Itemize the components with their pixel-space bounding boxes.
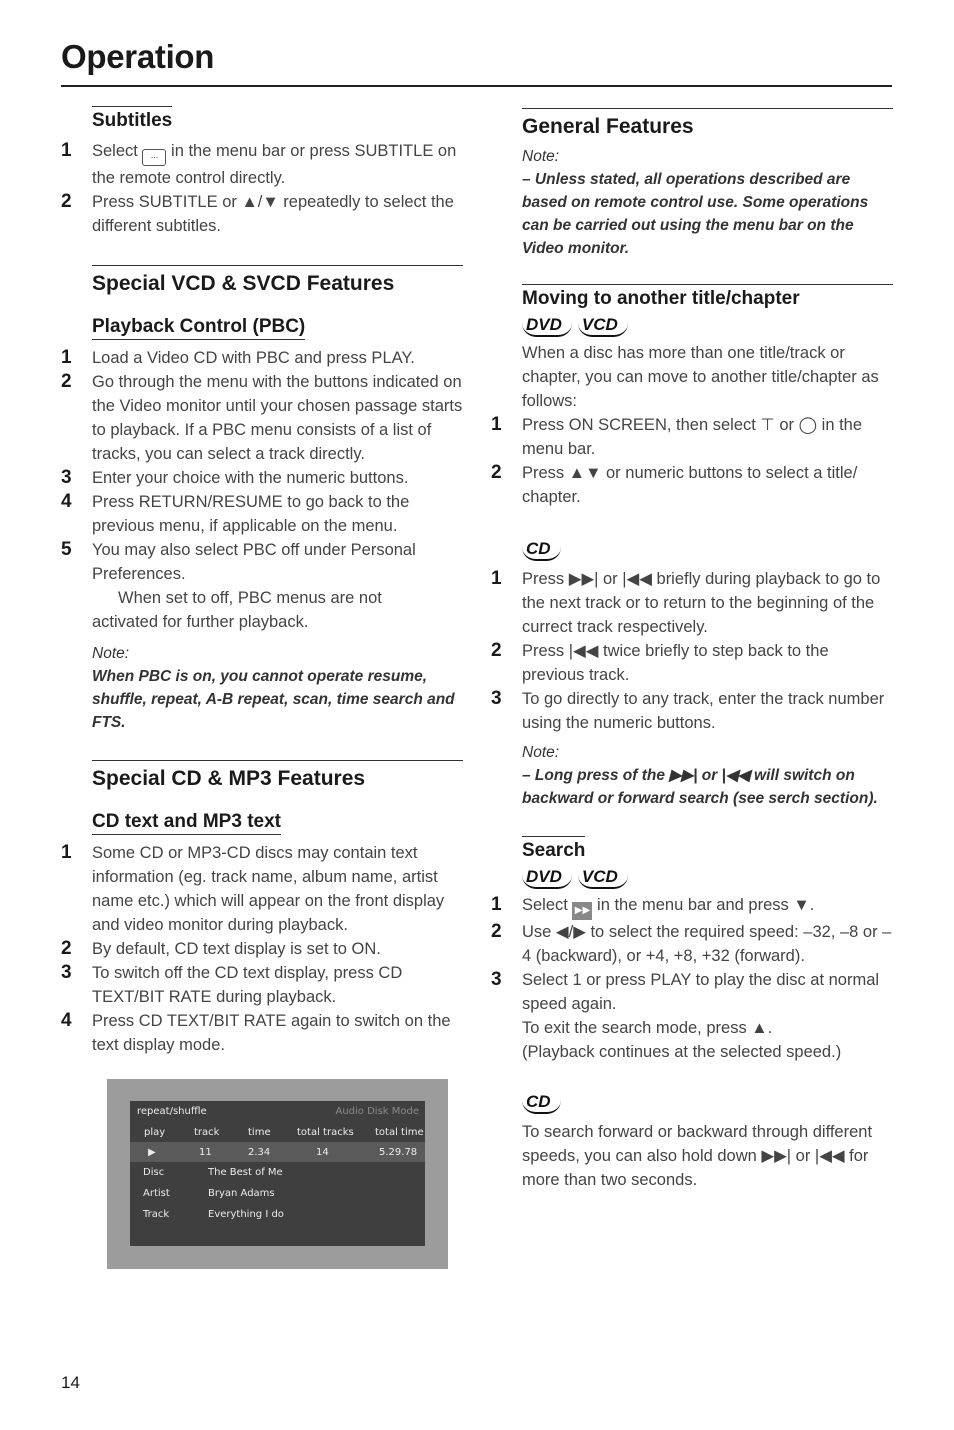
moving-cd-step-1 <box>491 567 893 639</box>
step-text: in the menu bar or press SUBTITLE on the remote control directly. <box>92 142 457 187</box>
screen-header-total-tracks: total tracks <box>297 1127 354 1138</box>
step-text: Some CD or MP3-CD discs may contain text information (eg. track name, album name, artist name etc.) which will appear on the front display and video monitor during playback. <box>92 844 445 934</box>
screen-total-tracks-value: 14 <box>316 1147 329 1158</box>
step-text: Select <box>92 142 138 160</box>
screen-track-label: Track <box>143 1209 170 1220</box>
screen-header-track: track <box>194 1127 220 1138</box>
step-number: 2 <box>491 462 502 483</box>
screen-time-value: 2.34 <box>248 1147 271 1158</box>
pbc-step-2 <box>61 370 463 466</box>
search-step-1 <box>491 893 893 920</box>
screen-mode-label: Audio Disk Mode <box>335 1106 419 1117</box>
moving-intro: When a disc has more than one title/track or chapter, you can move to another title/chapter as follows: <box>522 344 879 410</box>
page-number: 14 <box>61 1373 80 1392</box>
screen-artist-label: Artist <box>143 1188 170 1199</box>
step-text: Press ▲▼ or numeric buttons to select a title/ chapter. <box>522 464 858 506</box>
step-text: By default, CD text display is set to ON. <box>92 940 381 958</box>
moving-cd-step-3 <box>491 687 893 735</box>
step-text: Press CD TEXT/BIT RATE again to switch on the text display mode. <box>92 1012 451 1054</box>
step-text: Press ▶▶| or |◀◀ briefly during playback to go to the next track or to return to the beginning of the currect track respectively. <box>522 570 881 636</box>
screen-play-icon: ▶ <box>148 1147 156 1158</box>
title-rule <box>61 85 892 87</box>
step-text: Use ◀/▶ to select the required speed: –32, –8 or –4 (backward), or +4, +8, +32 (forward). <box>522 923 892 965</box>
vcd-badge-icon: VCD <box>578 315 628 337</box>
screen-header-total-time: total time <box>375 1127 424 1138</box>
step-number: 4 <box>61 491 72 512</box>
dvd-badge-icon: DVD <box>522 315 572 337</box>
pbc-step-4 <box>61 490 463 538</box>
pbc-note-text: When PBC is on, you cannot operate resume, shuffle, repeat, A-B repeat, scan, time search and FTS. <box>92 668 455 731</box>
cd-step-1 <box>61 841 463 937</box>
moving-badges <box>491 311 893 341</box>
cd-badge-icon: CD <box>522 539 561 561</box>
moving-step-2 <box>491 461 893 509</box>
step-number: 3 <box>491 969 502 990</box>
subtitles-heading: Subtitles <box>92 106 172 133</box>
subtitles-step-2 <box>61 190 463 238</box>
step-number: 3 <box>61 467 72 488</box>
screen-header-play: play <box>144 1127 166 1138</box>
general-note-text: – Unless stated, all operations described are based on remote control use. Some operations can be carried out using the menu bar on the Video monitor. <box>522 171 869 257</box>
dvd-badge-icon: DVD <box>522 867 572 889</box>
step-number: 2 <box>61 371 72 392</box>
step-number: 2 <box>491 921 502 942</box>
pbc-step-5 <box>61 538 463 586</box>
subtitles-step-1 <box>61 139 463 190</box>
step-number: 2 <box>491 640 502 661</box>
cd-text-heading: CD text and MP3 text <box>92 810 281 835</box>
step-text: Select <box>522 896 568 914</box>
step-text: Enter your choice with the numeric buttons. <box>92 469 409 487</box>
step-number: 2 <box>61 191 72 212</box>
search-cd-badges <box>491 1088 893 1118</box>
step-text: Press ON SCREEN, then select ⊤ or ◯ in the menu bar. <box>522 416 863 458</box>
search-cd-text: To search forward or backward through different speeds, you can also hold down ▶▶| or |◀◀ for more than two seconds. <box>522 1123 873 1189</box>
step-text: You may also select PBC off under Personal Preferences. <box>92 541 416 583</box>
search-step-2 <box>491 920 893 968</box>
right-column <box>491 106 893 1192</box>
cd-step-4 <box>61 1009 463 1057</box>
screen-disc-value: The Best of Me <box>208 1167 283 1178</box>
screen-header-time: time <box>248 1127 271 1138</box>
moving-cd-badges <box>491 535 893 565</box>
vcd-badge-icon: VCD <box>578 867 628 889</box>
screen-artist-value: Bryan Adams <box>208 1188 275 1199</box>
step-text: Press RETURN/RESUME to go back to the previous menu, if applicable on the menu. <box>92 493 410 535</box>
search-badges <box>491 863 893 893</box>
pbc-step-1 <box>61 346 463 370</box>
search-exit-note: (Playback continues at the selected speed.) <box>522 1043 842 1061</box>
fast-forward-icon: ▶▶ <box>572 902 592 920</box>
step-number: 3 <box>491 688 502 709</box>
general-note-label: Note: <box>522 148 560 165</box>
screen-display <box>130 1101 425 1246</box>
pbc-indent-text: When set to off, PBC menus are not <box>118 589 382 607</box>
moving-cd-step-2 <box>491 639 893 687</box>
screen-track-value: 11 <box>199 1147 212 1158</box>
step-number: 3 <box>61 962 72 983</box>
step-number: 1 <box>61 347 72 368</box>
cd-text-screen-illustration <box>107 1079 448 1269</box>
cd-step-3 <box>61 961 463 1009</box>
step-text: To go directly to any track, enter the track number using the numeric buttons. <box>522 690 885 732</box>
step-number: 1 <box>61 842 72 863</box>
moving-note-text: – Long press of the ▶▶| or |◀◀ will switch on backward or forward search (see serch section). <box>522 767 878 807</box>
page-title: Operation <box>61 38 215 75</box>
search-heading: Search <box>522 836 585 863</box>
step-text: Go through the menu with the buttons indicated on the Video monitor until your chosen passage starts to playback. If a PBC menu consists of a list of tracks, you can select a track directly. <box>92 373 463 463</box>
cd-heading: Special CD & MP3 Features <box>92 760 463 793</box>
step-text: Select 1 or press PLAY to play the disc at normal speed again. <box>522 971 880 1013</box>
step-number: 1 <box>491 414 502 435</box>
pbc-heading: Playback Control (PBC) <box>92 315 305 340</box>
cd-badge-icon: CD <box>522 1092 561 1114</box>
general-heading: General Features <box>522 108 893 141</box>
step-number: 4 <box>61 1010 72 1031</box>
moving-heading: Moving to another title/chapter <box>522 284 893 311</box>
step-text: Load a Video CD with PBC and press PLAY. <box>92 349 415 367</box>
screen-total-time-value: 5.29.78 <box>379 1147 418 1158</box>
search-step-3 <box>491 968 893 1016</box>
step-number: 2 <box>61 938 72 959</box>
step-number: 5 <box>61 539 72 560</box>
step-text: To switch off the CD text display, press CD TEXT/BIT RATE during playback. <box>92 964 403 1006</box>
screen-mode: repeat/shuffle <box>137 1106 207 1117</box>
pbc-note-label: Note: <box>92 645 130 662</box>
cd-step-2 <box>61 937 463 961</box>
step-number: 1 <box>61 140 72 161</box>
vcd-heading: Special VCD & SVCD Features <box>92 265 463 298</box>
pbc-indent-cont: activated for further playback. <box>92 613 309 631</box>
moving-step-1 <box>491 413 893 461</box>
left-column <box>61 106 463 1269</box>
subtitle-menu-icon: ... <box>142 149 166 166</box>
step-number: 1 <box>491 568 502 589</box>
step-text: Press SUBTITLE or ▲/▼ repeatedly to select the different subtitles. <box>92 193 454 235</box>
step-text: Press |◀◀ twice briefly to step back to the previous track. <box>522 642 829 684</box>
search-exit-text: To exit the search mode, press ▲. <box>522 1019 773 1037</box>
screen-track-name: Everything I do <box>208 1209 284 1220</box>
moving-note-label: Note: <box>522 744 560 761</box>
pbc-step-3 <box>61 466 463 490</box>
step-text: in the menu bar and press ▼. <box>597 896 815 914</box>
step-number: 1 <box>491 894 502 915</box>
screen-disc-label: Disc <box>143 1167 165 1178</box>
